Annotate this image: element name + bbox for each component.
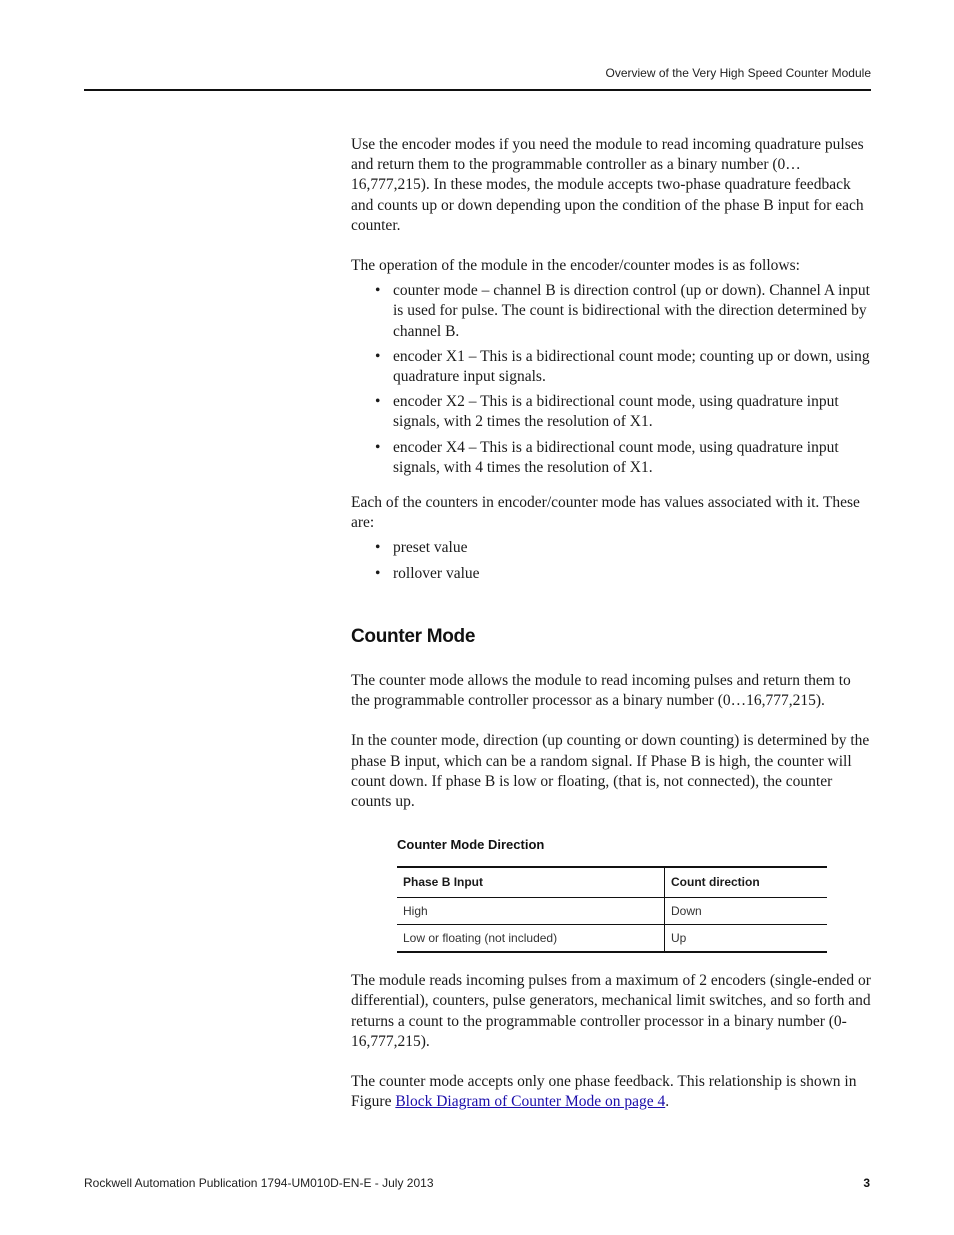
intro-paragraph: Use the encoder modes if you need the module to read incoming quadrature pulses and return them to the programmable controller as a binary number (0…16,777,215). In these modes, the module accepts two-phase quadrature feedback and counts up or down depending upon the condition of the phase B input for each counter. (351, 136, 864, 234)
section-heading-counter-mode: Counter Mode (351, 625, 476, 647)
list-item-rollover-value: • rollover value (393, 564, 871, 584)
main-content (351, 135, 871, 1112)
running-header: Overview of the Very High Speed Counter Module (605, 66, 871, 80)
table-cell: High (397, 897, 665, 924)
list-item-encoder-x1: • encoder X1 – This is a bidirectional count mode; counting up or down, using quadrature input signals. (393, 347, 871, 387)
values-list (351, 538, 871, 583)
paragraph-text: The counter mode accepts only one phase feedback. This relationship is shown in Figure (351, 1072, 857, 1111)
counter-paragraph-3: The module reads incoming pulses from a maximum of 2 encoders (single-ended or differential), counters, pulse generators, mechanical limit switches, and so forth and returns a count to the programmable controller processor in a binary number (0-16,777,215). (351, 972, 871, 1050)
table-header-cell: Count direction (665, 867, 827, 897)
operation-intro: The operation of the module in the encoder/counter modes is as follows: (351, 257, 800, 275)
counter-paragraph-4 (351, 1072, 871, 1112)
list-item-counter-mode: • counter mode – channel B is direction control (up or down). Channel A input is used for pulse. The count is bidirectional with the direction determined by channel B. (393, 281, 871, 342)
mode-list (351, 281, 871, 478)
list-item-encoder-x4: • encoder X4 – This is a bidirectional count mode, using quadrature input signals, with 4 times the resolution of X1. (393, 438, 871, 478)
table-cell: Up (665, 924, 827, 952)
table-header-row (397, 867, 827, 897)
values-intro: Each of the counters in encoder/counter mode has values associated with it. These are: (351, 494, 860, 532)
table-caption: Counter Mode Direction (397, 837, 545, 853)
table-row (397, 924, 827, 952)
footer-publication: Rockwell Automation Publication 1794-UM010D-EN-E - July 2013 (84, 1176, 434, 1190)
paragraph-text: . (665, 1093, 670, 1111)
counter-paragraph-1: The counter mode allows the module to read incoming pulses and return them to the programmable controller processor as a binary number (0…16,777,215). (351, 672, 851, 710)
table-cell: Down (665, 897, 827, 924)
list-item-encoder-x2: • encoder X2 – This is a bidirectional count mode, using quadrature input signals, with 2 times the resolution of X1. (393, 392, 871, 432)
cross-reference-link[interactable]: Block Diagram of Counter Mode on page 4 (395, 1093, 666, 1111)
header-rule (84, 89, 871, 91)
counter-direction-table (397, 866, 827, 953)
table-header-cell: Phase B Input (397, 867, 665, 897)
table-cell: Low or floating (not included) (397, 924, 665, 952)
list-item-preset-value: • preset value (393, 538, 871, 558)
table-row (397, 897, 827, 924)
counter-paragraph-2: In the counter mode, direction (up counting or down counting) is determined by the phase B input, which can be a random signal. If Phase B is high, the counter will count down. If phase B is low or floating, (that is, not connected), the counter counts up. (351, 732, 870, 811)
page-number: 3 (863, 1176, 870, 1190)
